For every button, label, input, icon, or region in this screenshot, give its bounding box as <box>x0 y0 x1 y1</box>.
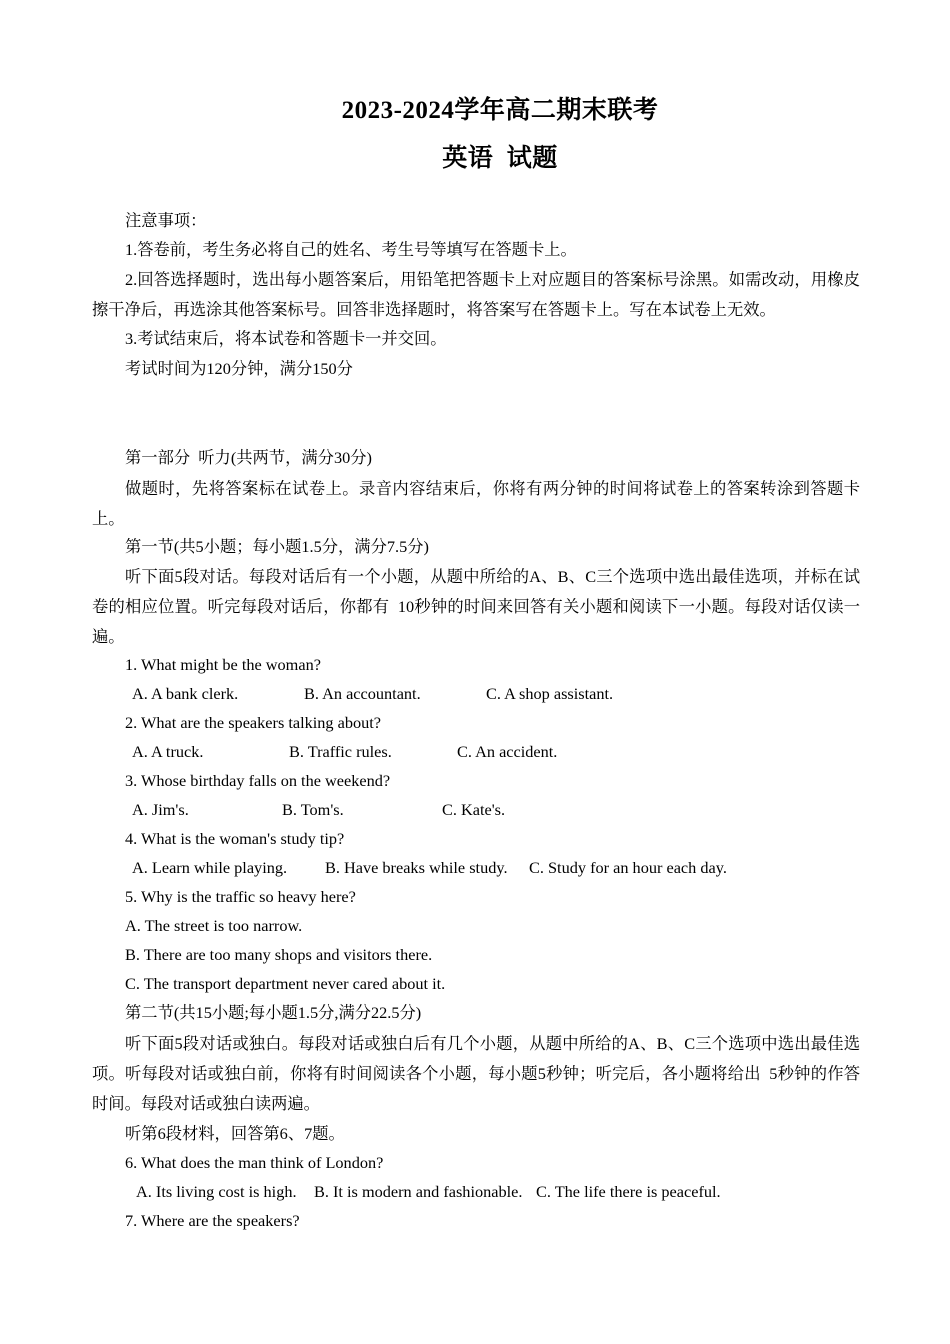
q5-option-a: A. The street is too narrow. <box>125 916 303 935</box>
q1-option-a: A. A bank clerk. <box>132 684 239 703</box>
exam-title: 2023-2024学年高二期末联考 <box>341 97 659 124</box>
q6-option-b: B. It is modern and fashionable. <box>314 1182 523 1201</box>
q3-option-a: A. Jim's. <box>132 800 189 819</box>
q5-option-b: B. There are too many shops and visitors there. <box>125 945 433 964</box>
notice-heading: 注意事项： <box>125 211 207 230</box>
q4-option-c: C. Study for an hour each day. <box>529 858 727 877</box>
q1-option-b: B. An accountant. <box>304 684 421 703</box>
exam-time-info: 考试时间为120分钟，满分150分 <box>125 359 353 378</box>
q4-option-b: B. Have breaks while study. <box>325 858 508 877</box>
section2-heading: 第二节(共15小题;每小题1.5分,满分22.5分) <box>125 1003 422 1022</box>
q2-option-b: B. Traffic rules. <box>289 742 392 761</box>
part1-heading: 第一部分 听力(共两节，满分30分) <box>125 448 372 467</box>
question-7: 7. Where are the speakers? <box>125 1211 300 1230</box>
q3-option-c: C. Kate's. <box>442 800 506 819</box>
exam-subtitle: 英语 试题 <box>442 145 558 172</box>
question-2: 2. What are the speakers talking about? <box>125 713 382 732</box>
q4-option-a: A. Learn while playing. <box>132 858 288 877</box>
question-3: 3. Whose birthday falls on the weekend? <box>125 771 391 790</box>
notice-item-1: 1.答卷前，考生务必将自己的姓名、考生号等填写在答题卡上。 <box>125 240 577 259</box>
question-4: 4. What is the woman's study tip? <box>125 829 345 848</box>
section2-intro: 听下面5段对话或独白。每段对话或独白后有几个小题，从题中所给的A、B、C三个选项中选出最佳选项。听每段对话或独白前，你将有时间阅读各个小题，每小题5秒钟；听完后，各小题将给出 5秒钟的作答时间。每段对话或独白读两遍。 <box>92 1034 860 1113</box>
q6-option-c: C. The life there is peaceful. <box>536 1182 721 1201</box>
section1-intro: 听下面5段对话。每段对话后有一个小题，从题中所给的A、B、C三个选项中选出最佳选项，并标在试卷的相应位置。听完每段对话后，你都有 10秒钟的时间来回答有关小题和阅读下一小题。每段对话仅读一遍。 <box>92 567 860 646</box>
q1-option-c: C. A shop assistant. <box>486 684 614 703</box>
question-5: 5. Why is the traffic so heavy here? <box>125 887 356 906</box>
q3-option-b: B. Tom's. <box>282 800 344 819</box>
q6-option-a: A. Its living cost is high. <box>136 1182 297 1201</box>
q2-option-c: C. An accident. <box>457 742 558 761</box>
material-6-instruction: 听第6段材料，回答第6、7题。 <box>125 1124 345 1143</box>
q5-option-c: C. The transport department never cared about it. <box>125 974 446 993</box>
notice-item-2: 2.回答选择题时，选出每小题答案后，用铅笔把答题卡上对应题目的答案标号涂黑。如需改动，用橡皮擦干净后，再选涂其他答案标号。回答非选择题时，将答案写在答题卡上。写在本试卷上无效。 <box>92 270 860 319</box>
section1-heading: 第一节(共5小题；每小题1.5分，满分7.5分) <box>125 537 429 556</box>
question-6: 6. What does the man think of London? <box>125 1153 384 1172</box>
question-1: 1. What might be the woman? <box>125 655 321 674</box>
q2-option-a: A. A truck. <box>132 742 204 761</box>
part1-intro: 做题时，先将答案标在试卷上。录音内容结束后，你将有两分钟的时间将试卷上的答案转涂到答题卡上。 <box>92 479 860 528</box>
notice-item-3: 3.考试结束后，将本试卷和答题卡一并交回。 <box>125 329 447 348</box>
